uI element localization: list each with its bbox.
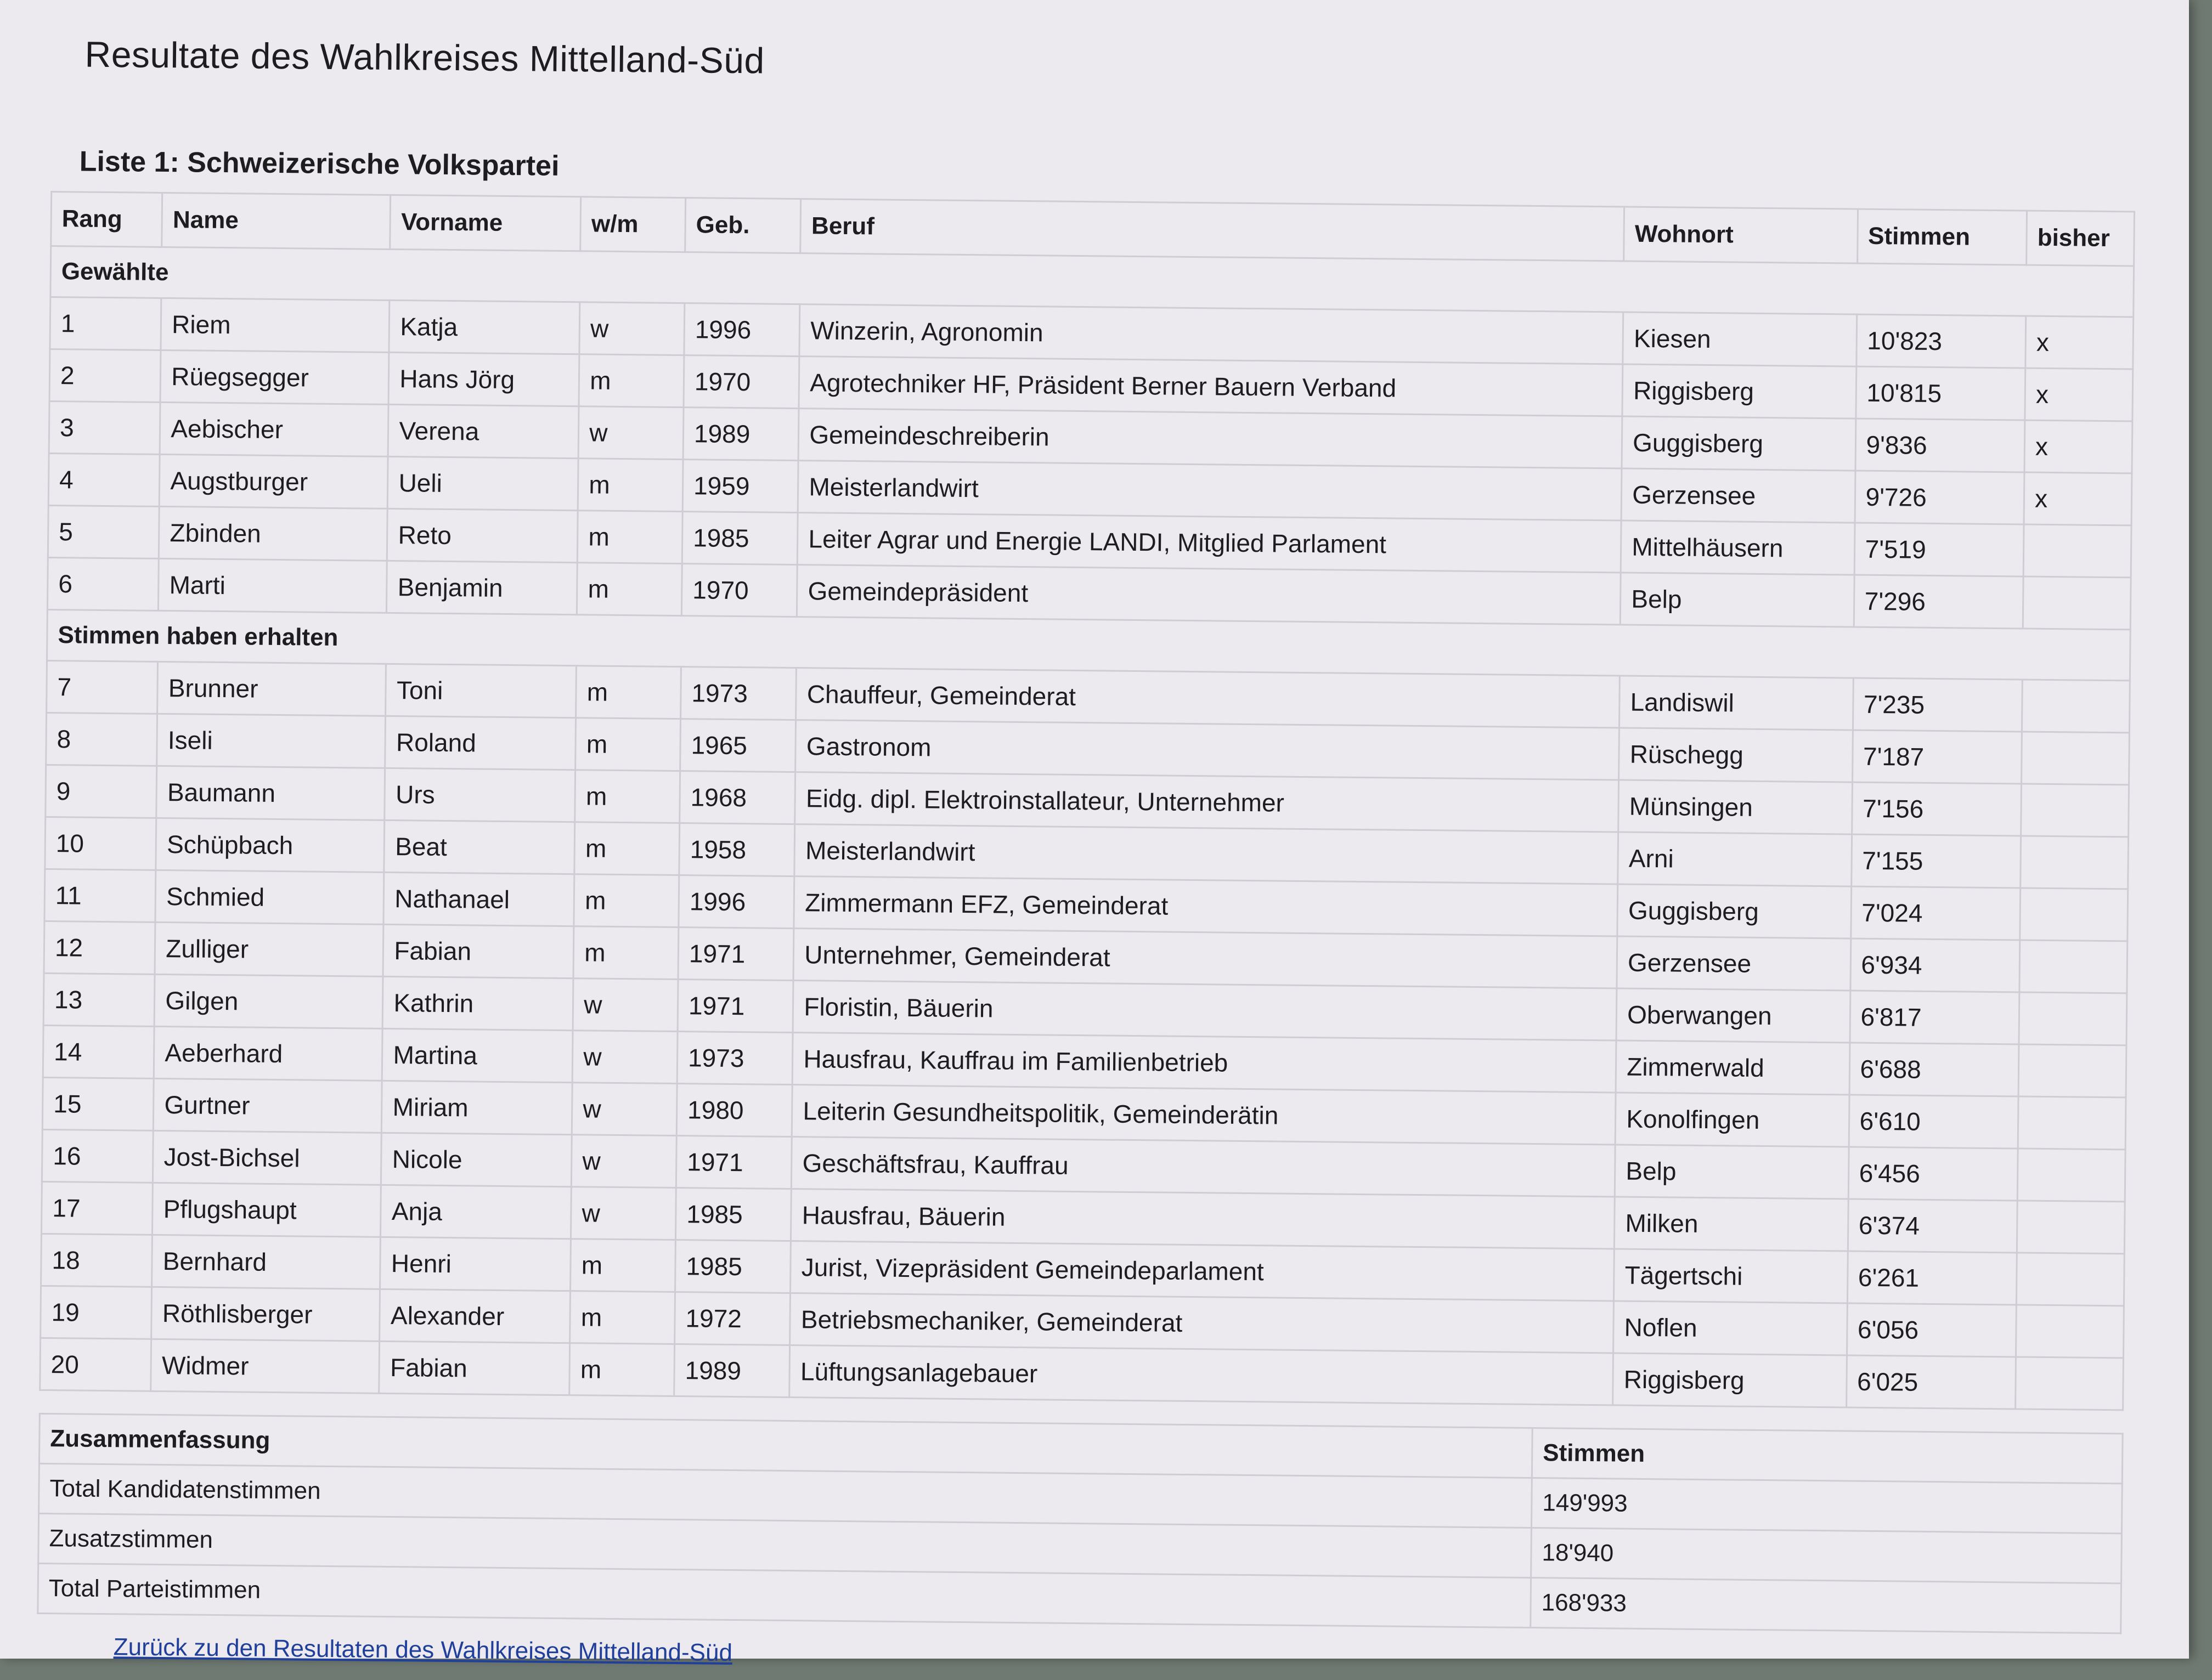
cell-bisher [2018, 1044, 2126, 1098]
cell-beruf: Winzerin, Agronomin [799, 304, 1623, 364]
results-body [40, 246, 2134, 1410]
cell-rang: 17 [41, 1181, 153, 1235]
cell-name: Röthlisberger [151, 1287, 380, 1341]
cell-wohnort: Guggisberg [1617, 884, 1851, 938]
cell-bisher [2023, 576, 2131, 630]
cell-bisher: x [2024, 472, 2132, 525]
cell-bisher [2017, 1201, 2125, 1254]
cell-name: Bernhard [152, 1235, 381, 1289]
cell-wohnort: Konolfingen [1615, 1093, 1849, 1147]
cell-name: Aeberhard [154, 1026, 383, 1081]
cell-bisher [2022, 680, 2130, 733]
cell-rang: 1 [50, 297, 161, 350]
cell-name: Schüpbach [156, 818, 385, 872]
cell-wohnort: Oberwangen [1616, 988, 1850, 1043]
cell-wohnort: Riggisberg [1622, 364, 1856, 418]
cell-name: Schmied [155, 870, 384, 924]
cell-geb: 1971 [678, 980, 793, 1033]
cell-rang: 12 [44, 921, 155, 974]
cell-stimmen: 9'726 [1855, 471, 2024, 524]
cell-vorname: Nathanael [383, 872, 574, 926]
cell-rang: 10 [45, 817, 156, 870]
cell-bisher [2021, 836, 2129, 889]
summary-value: 168'933 [1531, 1578, 2121, 1633]
cell-rang: 15 [42, 1077, 154, 1130]
cell-beruf: Meisterlandwirt [794, 824, 1618, 884]
cell-name: Iseli [157, 714, 386, 768]
cell-beruf: Leiter Agrar und Energie LANDI, Mitglied Parlament [798, 513, 1622, 573]
cell-stimmen: 7'155 [1851, 834, 2021, 888]
cell-bisher [2022, 732, 2130, 785]
cell-wohnort: Kiesen [1623, 312, 1857, 366]
cell-vorname: Toni [386, 664, 577, 717]
cell-wm: m [569, 1343, 675, 1396]
summary-title: Zusammenfassung [39, 1413, 1532, 1478]
cell-vorname: Henri [380, 1237, 571, 1291]
cell-wm: m [579, 354, 684, 408]
cell-wm: m [575, 770, 680, 823]
cell-name: Brunner [157, 661, 386, 716]
cell-vorname: Nicole [381, 1133, 572, 1186]
cell-vorname: Fabian [379, 1341, 570, 1395]
cell-vorname: Beat [384, 820, 575, 874]
section-label-elected: Gewählte [50, 246, 2134, 316]
cell-bisher [2020, 888, 2128, 941]
cell-wm: m [578, 459, 683, 512]
cell-wm: w [578, 406, 684, 460]
cell-vorname: Reto [387, 508, 578, 562]
cell-rang: 11 [44, 869, 156, 922]
cell-rang: 13 [43, 973, 155, 1026]
cell-rang: 9 [46, 765, 157, 818]
cell-wohnort: Guggisberg [1622, 416, 1855, 471]
cell-beruf: Floristin, Bäuerin [793, 981, 1617, 1040]
cell-stimmen: 7'187 [1852, 730, 2022, 784]
cell-name: Riem [161, 298, 390, 352]
cell-name: Rüegsegger [160, 350, 389, 404]
cell-beruf: Hausfrau, Bäuerin [791, 1189, 1615, 1249]
cell-geb: 1996 [679, 875, 794, 929]
cell-vorname: Miriam [382, 1081, 573, 1134]
cell-wm: m [578, 511, 683, 564]
cell-wohnort: Belp [1615, 1145, 1848, 1199]
cell-name: Zbinden [159, 506, 388, 561]
cell-bisher [2021, 784, 2129, 837]
cell-geb: 1971 [676, 1136, 792, 1189]
cell-vorname: Martina [382, 1028, 573, 1082]
cell-vorname: Verena [388, 404, 579, 458]
header-stimmen: Stimmen [1857, 209, 2027, 265]
cell-bisher: x [2025, 368, 2133, 421]
cell-wm: m [570, 1291, 675, 1344]
cell-rang: 16 [42, 1129, 153, 1183]
cell-name: Widmer [151, 1339, 380, 1393]
cell-stimmen: 7'519 [1854, 523, 2024, 576]
cell-geb: 1958 [679, 823, 795, 876]
cell-wm: w [572, 1135, 677, 1188]
cell-rang: 7 [47, 660, 158, 714]
cell-name: Pflugshaupt [153, 1183, 381, 1237]
cell-beruf: Zimmermann EFZ, Gemeinderat [794, 876, 1618, 936]
cell-wohnort: Landiswil [1620, 676, 1853, 730]
cell-geb: 1989 [674, 1344, 790, 1398]
back-link[interactable]: Zurück zu den Resultaten des Wahlkreises Mittelland-Süd [113, 1633, 733, 1667]
cell-rang: 20 [40, 1338, 151, 1391]
cell-stimmen: 6'456 [1848, 1147, 2018, 1201]
summary-label: Total Parteistimmen [38, 1563, 1531, 1627]
cell-beruf: Geschäftsfrau, Kauffrau [792, 1137, 1616, 1197]
cell-rang: 19 [41, 1286, 152, 1339]
header-rang: Rang [51, 192, 162, 247]
cell-vorname: Alexander [380, 1289, 571, 1343]
cell-name: Aebischer [160, 402, 388, 456]
cell-wm: m [574, 874, 679, 927]
cell-vorname: Katja [389, 300, 580, 354]
cell-beruf: Unternehmer, Gemeinderat [793, 929, 1617, 988]
summary-value: 18'940 [1531, 1528, 2122, 1583]
cell-rang: 3 [49, 401, 160, 454]
cell-wm: m [574, 822, 680, 875]
cell-geb: 1989 [683, 408, 799, 461]
cell-rang: 5 [48, 505, 159, 558]
header-vorname: Vorname [390, 195, 581, 251]
cell-wohnort: Tägertschi [1614, 1249, 1848, 1303]
cell-wm: w [573, 978, 678, 1032]
cell-beruf: Jurist, Vizepräsident Gemeindeparlament [791, 1241, 1615, 1301]
cell-geb: 1973 [677, 1032, 793, 1085]
cell-vorname: Roland [385, 716, 576, 770]
cell-name: Gilgen [154, 974, 383, 1028]
cell-wohnort: Gerzensee [1621, 468, 1855, 523]
cell-wohnort: Belp [1620, 573, 1854, 627]
cell-beruf: Hausfrau, Kauffrau im Familienbetrieb [793, 1033, 1617, 1093]
cell-geb: 1972 [675, 1292, 791, 1345]
cell-wm: w [572, 1031, 678, 1084]
cell-geb: 1959 [682, 460, 798, 513]
cell-geb: 1970 [681, 564, 797, 617]
cell-wm: m [576, 666, 681, 719]
cell-wohnort: Rüschegg [1619, 728, 1853, 782]
cell-geb: 1985 [682, 512, 798, 565]
cell-vorname: Kathrin [383, 976, 574, 1030]
cell-wm: w [572, 1083, 678, 1136]
cell-beruf: Gemeindepräsident [797, 565, 1621, 625]
summary-label: Total Kandidatenstimmen [39, 1463, 1532, 1528]
summary-table [37, 1413, 2123, 1634]
cell-stimmen: 6'610 [1849, 1095, 2018, 1149]
cell-rang: 8 [46, 712, 157, 766]
cell-wohnort: Milken [1615, 1197, 1848, 1251]
cell-wohnort: Mittelhäusern [1621, 521, 1854, 575]
cell-stimmen: 6'688 [1849, 1043, 2019, 1096]
cell-name: Augstburger [160, 454, 388, 508]
cell-geb: 1996 [684, 303, 800, 357]
cell-wohnort: Noflen [1613, 1301, 1847, 1355]
cell-rang: 6 [47, 557, 159, 610]
cell-geb: 1970 [684, 355, 799, 409]
cell-geb: 1968 [680, 771, 795, 824]
cell-stimmen: 7'156 [1852, 782, 2021, 836]
summary-label: Zusatzstimmen [38, 1513, 1532, 1577]
cell-wm: w [571, 1187, 676, 1240]
cell-bisher: x [2024, 420, 2132, 473]
cell-wm: m [575, 718, 681, 771]
cell-stimmen: 7'235 [1853, 678, 2022, 732]
cell-stimmen: 9'836 [1855, 418, 2025, 472]
header-wm: w/m [580, 197, 686, 252]
cell-bisher: x [2025, 316, 2134, 369]
cell-bisher [2019, 992, 2127, 1045]
cell-vorname: Fabian [383, 924, 574, 978]
cell-rang: 18 [41, 1234, 153, 1287]
cell-rang: 14 [43, 1025, 154, 1078]
cell-wohnort: Arni [1618, 832, 1852, 886]
header-beruf: Beruf [800, 199, 1624, 261]
cell-stimmen: 6'374 [1848, 1199, 2017, 1253]
cell-vorname: Benjamin [387, 561, 578, 614]
cell-wohnort: Zimmerwald [1616, 1040, 1849, 1095]
cell-geb: 1973 [681, 667, 797, 720]
header-bisher: bisher [2027, 211, 2135, 266]
cell-name: Jost-Bichsel [153, 1130, 382, 1185]
header-name: Name [162, 193, 391, 249]
cell-stimmen: 7'296 [1854, 575, 2023, 629]
cell-vorname: Ueli [388, 456, 579, 510]
header-wohnort: Wohnort [1624, 207, 1858, 263]
summary-value: 149'993 [1531, 1478, 2122, 1534]
cell-geb: 1965 [680, 719, 796, 772]
cell-wohnort: Riggisberg [1613, 1353, 1847, 1407]
cell-wohnort: Münsingen [1618, 780, 1852, 834]
cell-beruf: Leiterin Gesundheitspolitik, Gemeinderätin [792, 1085, 1616, 1145]
cell-stimmen: 6'817 [1850, 991, 2019, 1044]
cell-stimmen: 6'025 [1846, 1355, 2016, 1409]
list-title: Liste 1: Schweizerische Volkspartei [79, 145, 560, 182]
section-label-votes: Stimmen haben erhalten [47, 609, 2131, 680]
cell-beruf: Betriebsmechaniker, Gemeinderat [790, 1293, 1614, 1353]
cell-geb: 1971 [678, 927, 794, 981]
cell-geb: 1980 [676, 1084, 792, 1137]
cell-name: Gurtner [154, 1078, 382, 1133]
cell-rang: 2 [49, 349, 161, 402]
cell-geb: 1985 [675, 1240, 791, 1293]
page-title: Resultate des Wahlkreises Mittelland-Süd [84, 33, 765, 81]
cell-stimmen: 10'815 [1855, 366, 2025, 420]
cell-name: Marti [159, 558, 387, 613]
document-content [37, 33, 2137, 1680]
cell-beruf: Eidg. dipl. Elektroinstallateur, Unternehmer [795, 772, 1619, 832]
summary-col-header: Stimmen [1532, 1428, 2123, 1484]
cell-wohnort: Gerzensee [1617, 936, 1850, 991]
cell-bisher [2017, 1149, 2125, 1202]
cell-wm: m [571, 1239, 676, 1292]
cell-bisher [2017, 1253, 2125, 1306]
cell-beruf: Gemeindeschreiberin [798, 409, 1622, 468]
cell-stimmen: 10'823 [1856, 314, 2025, 368]
cell-bisher [2016, 1357, 2124, 1410]
cell-geb: 1985 [675, 1188, 791, 1241]
cell-name: Zulliger [155, 922, 383, 976]
cell-beruf: Meisterlandwirt [798, 461, 1622, 521]
cell-bisher [2018, 1096, 2126, 1150]
cell-vorname: Urs [385, 768, 575, 822]
cell-beruf: Agrotechniker HF, Präsident Berner Bauern Verband [799, 357, 1623, 416]
cell-wm: w [579, 302, 685, 355]
cell-stimmen: 6'934 [1850, 938, 2019, 992]
cell-bisher [2019, 940, 2128, 993]
header-geb: Geb. [685, 198, 801, 253]
cell-wm: m [577, 563, 682, 616]
cell-stimmen: 7'024 [1850, 886, 2020, 940]
results-table [39, 191, 2135, 1411]
cell-stimmen: 6'261 [1847, 1251, 2017, 1305]
cell-beruf: Gastronom [795, 720, 1620, 780]
cell-bisher [2016, 1305, 2124, 1358]
cell-rang: 4 [48, 453, 160, 506]
cell-name: Baumann [156, 766, 385, 820]
cell-wm: m [573, 926, 679, 980]
cell-bisher [2023, 524, 2131, 578]
cell-stimmen: 6'056 [1847, 1303, 2016, 1357]
cell-beruf: Lüftungsanlagebauer [789, 1345, 1613, 1405]
cell-vorname: Hans Jörg [388, 352, 579, 406]
cell-vorname: Anja [381, 1185, 572, 1238]
cell-beruf: Chauffeur, Gemeinderat [796, 668, 1620, 728]
